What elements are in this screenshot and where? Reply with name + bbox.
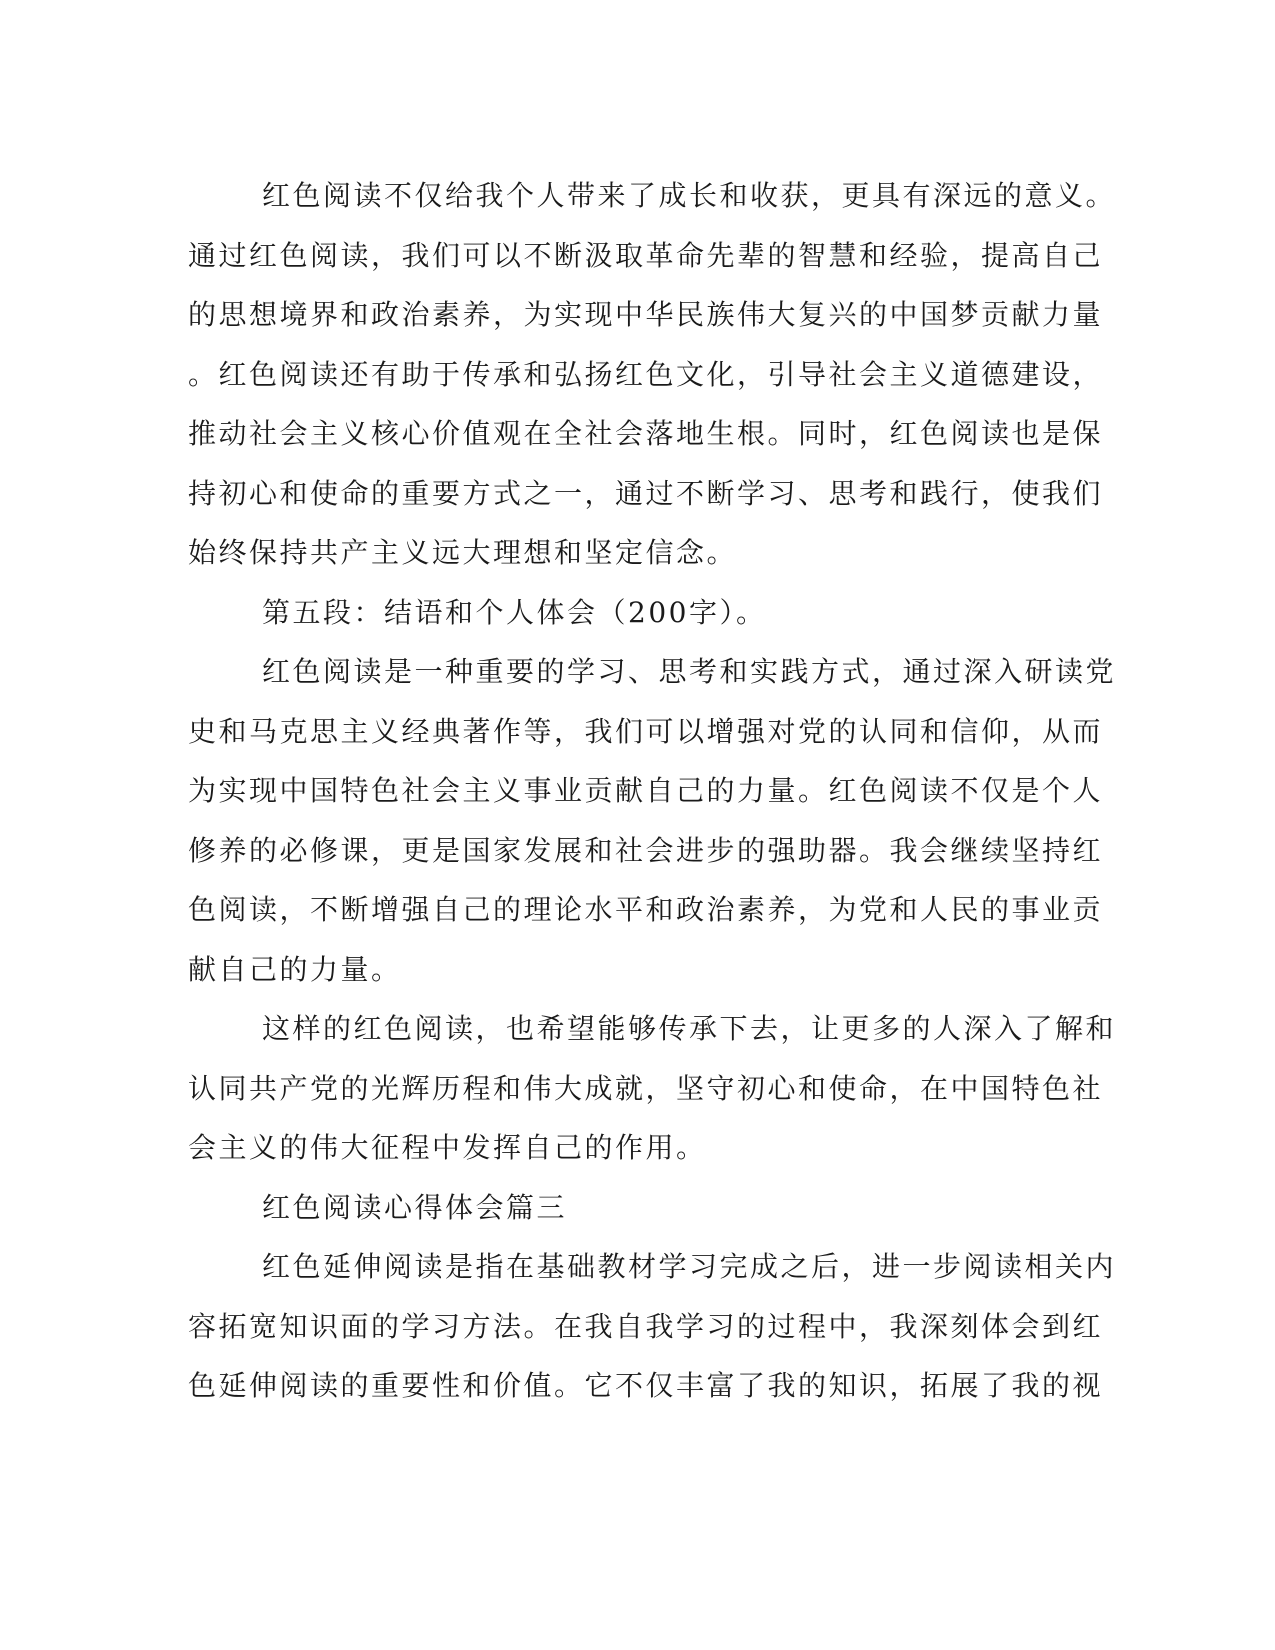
text-line: 通过红色阅读，我们可以不断汲取革命先辈的智慧和经验，提高自己 [188,238,1104,272]
text-line: 红色延伸阅读是指在基础教材学习完成之后，进一步阅读相关内 [262,1250,1117,1283]
text-line: 。红色阅读还有助于传承和弘扬红色文化，引导社会主义道德建设， [188,357,1104,391]
text-line: 色阅读，不断增强自己的理论水平和政治素养，为党和人民的事业贡 [188,893,1104,926]
text-line: 认同共产党的光辉历程和伟大成就，坚守初心和使命，在中国特色社 [188,1071,1104,1105]
paragraph-hope [188,999,1117,1178]
text-line: 持初心和使命的重要方式之一，通过不断学习、思考和践行，使我们 [188,476,1104,510]
text-line: 容拓宽知识面的学习方法。在我自我学习的过程中，我深刻体会到红 [188,1309,1104,1343]
text-line: 这样的红色阅读，也希望能够传承下去，让更多的人深入了解和 [262,1012,1117,1045]
text-line: 第五段：结语和个人体会（200字）。 [262,595,767,629]
text-line: 为实现中国特色社会主义事业贡献自己的力量。红色阅读不仅是个人 [188,774,1104,807]
paragraph-extended-reading [188,1237,1117,1416]
text-line: 会主义的伟大征程中发挥自己的作用。 [188,1131,707,1164]
section-heading-part-five [188,583,1084,643]
text-line: 献自己的力量。 [188,952,402,986]
text-line: 修养的必修课，更是国家发展和社会进步的强助器。我会继续坚持红 [188,833,1104,867]
text-line: 红色阅读是一种重要的学习、思考和实践方式，通过深入研读党 [262,655,1117,688]
paragraph-conclusion [188,642,1117,999]
paragraph-significance [188,166,1117,583]
text-line: 色延伸阅读的重要性和价值。它不仅丰富了我的知识，拓展了我的视 [188,1369,1104,1402]
section-heading-part-three [188,1178,1084,1238]
text-line: 史和马克思主义经典著作等，我们可以增强对党的认同和信仰，从而 [188,714,1104,748]
document-body [188,166,1117,1416]
text-line: 推动社会主义核心价值观在全社会落地生根。同时，红色阅读也是保 [188,417,1104,450]
text-line: 红色阅读不仅给我个人带来了成长和收获，更具有深远的意义。 [262,179,1117,212]
text-line: 始终保持共产主义远大理想和坚定信念。 [188,536,738,569]
text-line: 红色阅读心得体会篇三 [262,1190,568,1224]
text-line: 的思想境界和政治素养，为实现中华民族伟大复兴的中国梦贡献力量 [188,298,1104,331]
